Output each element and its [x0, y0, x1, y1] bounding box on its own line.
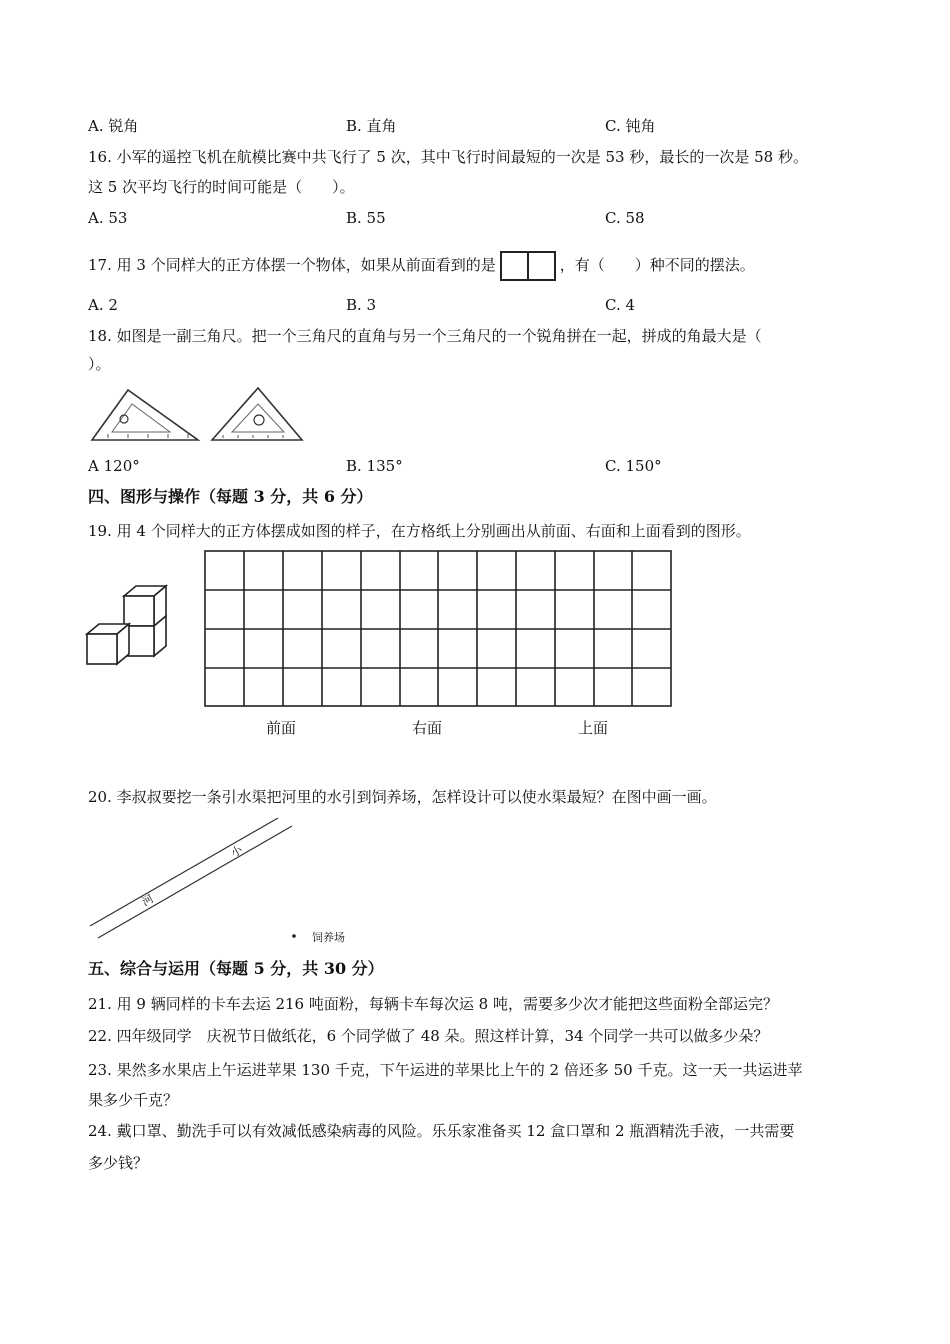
q21-text: 21. 用 9 辆同样的卡车去运 216 吨面粉，每辆卡车每次运 8 吨，需要多少次才能把这些面粉全部运完？ — [88, 995, 778, 1013]
q16-text-line2: 这 5 次平均飞行的时间可能是（ ）。 — [88, 178, 355, 196]
q17-text — [88, 251, 755, 281]
q18-option-c: C. 150° — [605, 457, 662, 475]
river-label-char2: 河 — [139, 892, 156, 909]
farm-label: 饲养场 — [312, 931, 345, 944]
river-bank-upper — [90, 818, 278, 926]
q24-text-line1: 24. 戴口罩、勤洗手可以有效减低感染病毒的风险。乐乐家准备买 12 盒口罩和 2 瓶酒精洗手液，一共需要 — [88, 1122, 795, 1140]
q17-text-before: 17. 用 3 个同样大的正方体摆一个物体，如果从前面看到的是 — [88, 256, 496, 274]
q15-option-b: B. 直角 — [346, 117, 397, 135]
q17-option-a: A. 2 — [88, 296, 118, 314]
q17-option-c: C. 4 — [605, 296, 636, 314]
q20-text: 20. 李叔叔要挖一条引水渠把河里的水引到饲养场，怎样设计可以使水渠最短？在图中画一画。 — [88, 788, 717, 806]
two-square-front-view-figure — [500, 251, 556, 281]
q16-option-a: A. 53 — [88, 209, 128, 227]
q24-text-line2: 多少钱？ — [88, 1154, 149, 1172]
q16-option-b: B. 55 — [346, 209, 386, 227]
grid-paper[interactable] — [204, 550, 674, 708]
grid-label-right: 右面 — [412, 719, 443, 737]
grid-label-top: 上面 — [578, 719, 609, 737]
q23-text-line2: 果多少千克？ — [88, 1091, 179, 1109]
river-bank-lower — [98, 826, 292, 938]
farm-dot — [292, 934, 296, 938]
four-cubes-figure — [84, 584, 168, 668]
q17-option-b: B. 3 — [346, 296, 377, 314]
set-squares-figure — [88, 384, 308, 446]
river-label-char1: 小 — [228, 843, 245, 860]
q22-text: 22. 四年级同学 庆祝节日做纸花，6 个同学做了 48 朵。照这样计算，34 个同学一共可以做多少朵？ — [88, 1027, 769, 1045]
q16-option-c: C. 58 — [605, 209, 645, 227]
section-5-heading: 五、综合与运用（每题 5 分，共 30 分） — [88, 959, 384, 978]
q18-option-a: A 120° — [88, 457, 140, 475]
q23-text-line1: 23. 果然多水果店上午运进苹果 130 千克，下午运进的苹果比上午的 2 倍还多 50 千克。这一天一共运进苹 — [88, 1061, 803, 1079]
q18-text-line2: ）。 — [88, 355, 111, 373]
q19-text: 19. 用 4 个同样大的正方体摆成如图的样子，在方格纸上分别画出从前面、右面和上面看到的图形。 — [88, 522, 751, 540]
grid-label-front: 前面 — [266, 719, 297, 737]
section-4-heading: 四、图形与操作（每题 3 分，共 6 分） — [88, 487, 373, 506]
q16-text-line1: 16. 小军的遥控飞机在航模比赛中共飞行了 5 次，其中飞行时间最短的一次是 53 秒，最长的一次是 58 秒。 — [88, 148, 808, 166]
q17-text-after: ，有（ ）种不同的摆法。 — [559, 256, 755, 274]
q15-option-a: A. 锐角 — [88, 117, 139, 135]
q18-option-b: B. 135° — [346, 457, 403, 475]
q18-text-line1: 18. 如图是一副三角尺。把一个三角尺的直角与另一个三角尺的一个锐角拼在一起，拼成的角最大是（ — [88, 327, 762, 345]
river-diagram[interactable] — [86, 816, 396, 948]
q15-option-c: C. 钝角 — [605, 117, 656, 135]
